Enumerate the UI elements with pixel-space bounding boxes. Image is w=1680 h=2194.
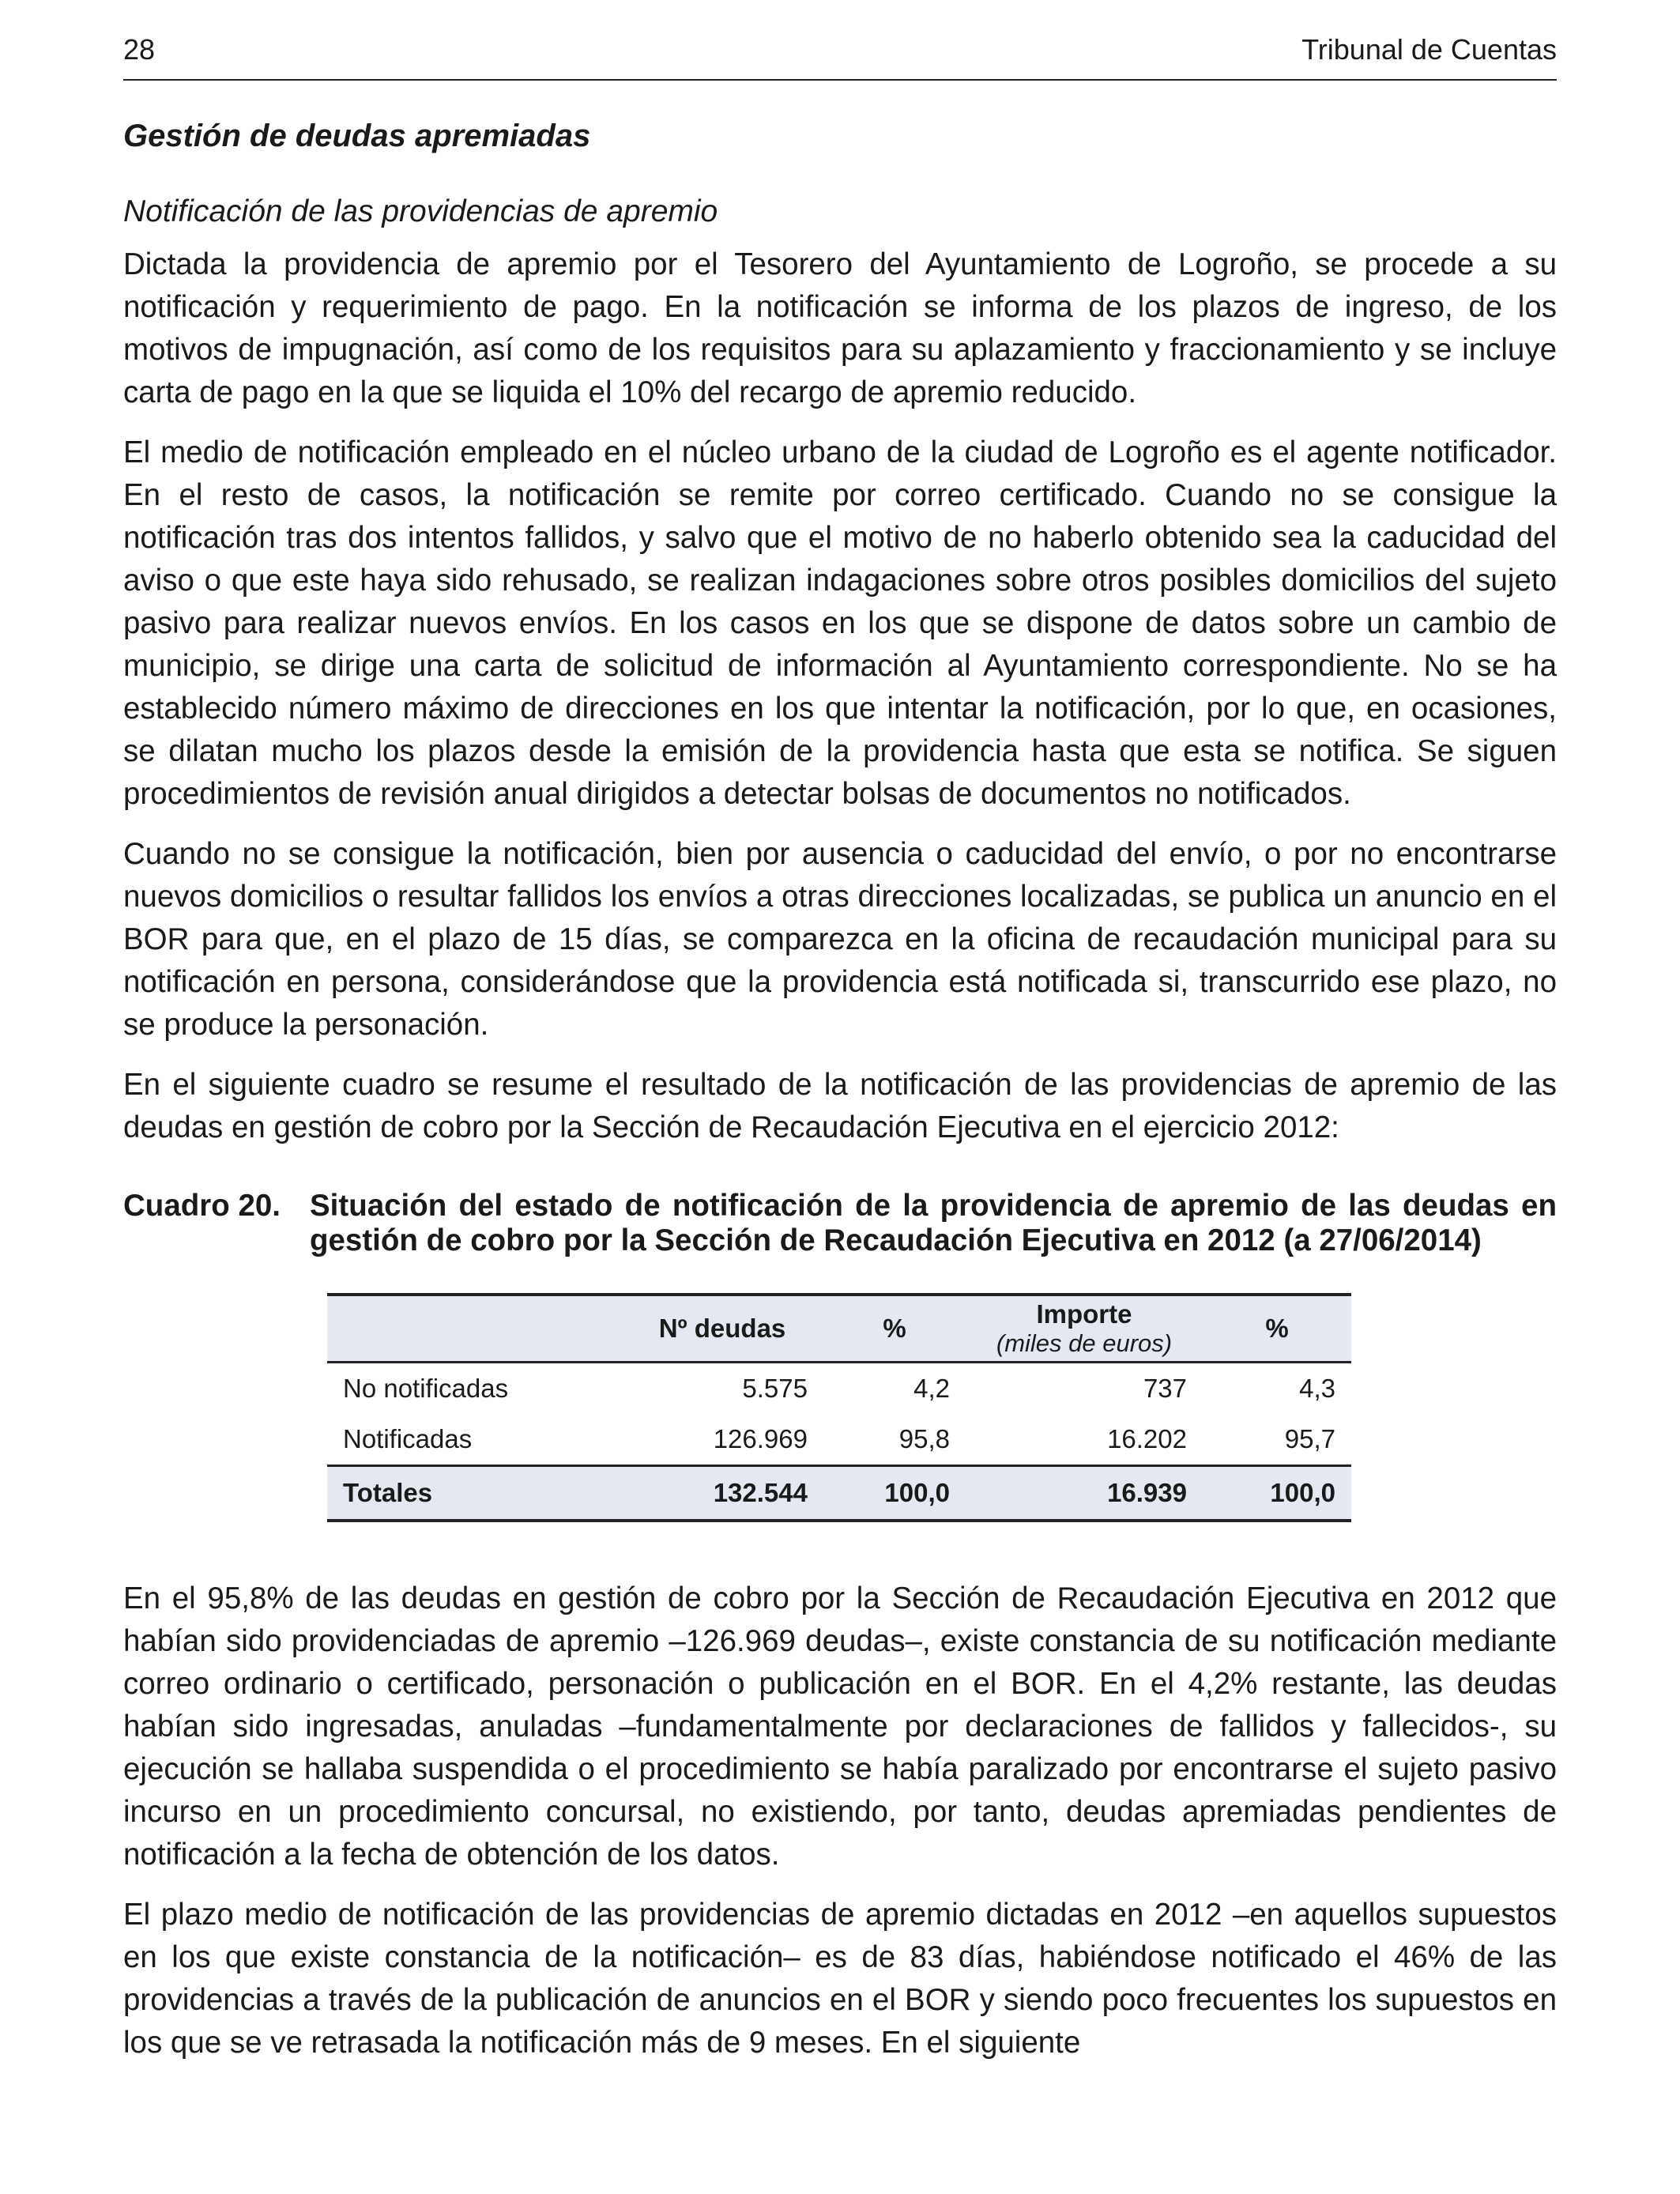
cell-deudas: 126.969 [713, 1424, 808, 1453]
header-cell-label [327, 1295, 621, 1363]
total-pct-importe: 100,0 [1203, 1466, 1351, 1521]
paragraph: En el 95,8% de las deudas en gestión de cobro por la Sección de Recaudación Ejecutiva en 2012 que habían sido providenciadas de apremio –126.969 deudas–, existe constancia de su notificación mediante correo ordinario o certificado, personación o publicación en el BOR. En el 4,2% restante, las deudas habían sido ingresadas, anuladas –fundamentalmente por declaraciones de fallidos y fallecidos-, su ejecución se hallaba suspendida o el procedimiento se había paralizado por encontrarse el sujeto pasivo incurso en un procedimiento concursal, no existiendo, por tanto, deudas apremiadas pendientes de notificación a la fecha de obtención de los datos. [123, 1581, 1557, 1872]
cell-pct-deudas: 4,2 [913, 1374, 950, 1403]
table-caption [123, 1189, 1557, 1258]
section-title: Gestión de deudas apremiadas [123, 119, 591, 153]
cell-importe: 737 [1143, 1374, 1187, 1403]
header-cell-pct-deudas: % [823, 1295, 966, 1363]
cell-pct-importe: 95,7 [1284, 1424, 1335, 1453]
total-importe: 16.939 [966, 1466, 1203, 1521]
header-cell-deudas: Nº deudas [621, 1295, 823, 1363]
page-content [123, 112, 1557, 2082]
paragraph: El medio de notificación empleado en el núcleo urbano de la ciudad de Logroño es el agente notificador. En el resto de casos, la notificación se remite por correo certificado. Cuando no se consigue la notificación tras dos intentos fallidos, y salvo que el motivo de no haberlo obtenido sea la caducidad del aviso o que este haya sido rehusado, se realizan indagaciones sobre otros posibles domicilios del sujeto pasivo para realizar nuevos envíos. En los casos en los que se dispone de datos sobre un cambio de municipio, se dirige una carta de solicitud de información al Ayuntamiento correspondiente. No se ha establecido número máximo de direcciones en los que intentar la notificación, por lo que, en ocasiones, se dilatan mucho los plazos desde la emisión de la providencia hasta que esta se notifica. Se siguen procedimientos de revisión anual dirigidos a detectar bolsas de documentos no notificados. [123, 435, 1557, 811]
after-table-text [123, 1578, 1557, 2064]
cell-importe: 16.202 [1107, 1424, 1187, 1453]
total-label: Totales [327, 1466, 621, 1521]
total-deudas: 132.544 [621, 1466, 823, 1521]
data-table [327, 1293, 1351, 1522]
caption-label: Cuadro 20. [123, 1189, 281, 1223]
page-number: 28 [123, 33, 156, 66]
row-label: Notificadas [343, 1424, 473, 1453]
cell-pct-deudas: 95,8 [898, 1424, 950, 1453]
header-cell-pct-importe: % [1203, 1295, 1351, 1363]
total-pct-deudas: 100,0 [823, 1466, 966, 1521]
paragraph: En el siguiente cuadro se resume el resultado de la notificación de las providencias de apremio de las deudas en gestión de cobro por la Sección de Recaudación Ejecutiva en el ejercicio 2012: [123, 1068, 1557, 1144]
paragraph: Dictada la providencia de apremio por el Tesorero del Ayuntamiento de Logroño, se procede a su notificación y requerimiento de pago. En la notificación se informa de los plazos de ingreso, de los motivos de impugnación, así como de los requisitos para su aplazamiento y fraccionamiento y se incluye carta de pago en la que se liquida el 10% del recargo de apremio reducido. [123, 247, 1557, 409]
table-total-row [327, 1466, 1351, 1521]
header-importe-unit: (miles de euros) [996, 1329, 1173, 1357]
header-organization: Tribunal de Cuentas [1301, 33, 1557, 66]
table-row [327, 1363, 1351, 1415]
row-label: No notificadas [343, 1374, 509, 1403]
caption-text: Situación del estado de notificación de la providencia de apremio de las deudas en gestión de cobro por la Sección de Recaudación Ejecutiva en 2012 (a 27/06/2014) [310, 1189, 1557, 1257]
table-row [327, 1414, 1351, 1466]
header-importe-main: Importe [1036, 1299, 1132, 1329]
paragraph: Cuando no se consigue la notificación, bien por ausencia o caducidad del envío, o por no encontrarse nuevos domicilios o resultar fallidos los envíos a otras direcciones localizadas, se publica un anuncio en el BOR para que, en el plazo de 15 días, se comparezca en la oficina de recaudación municipal para su notificación en persona, considerándose que la providencia está notificada si, transcurrido ese plazo, no se produce la personación. [123, 837, 1557, 1042]
cell-deudas: 5.575 [742, 1374, 808, 1403]
header-cell-importe [966, 1295, 1203, 1363]
cell-pct-importe: 4,3 [1299, 1374, 1335, 1403]
page-header [123, 30, 1557, 81]
subsection-title: Notificación de las providencias de apremio [123, 194, 718, 228]
table-header-row [327, 1295, 1351, 1363]
paragraph: El plazo medio de notificación de las providencias de apremio dictadas en 2012 –en aquellos supuestos en los que existe constancia de la notificación– es de 83 días, habiéndose notificado el 46% de las providencias a través de la publicación de anuncios en el BOR y siendo poco frecuentes los supuestos en los que se ve retrasada la notificación más de 9 meses. En el siguiente [123, 1898, 1557, 2060]
